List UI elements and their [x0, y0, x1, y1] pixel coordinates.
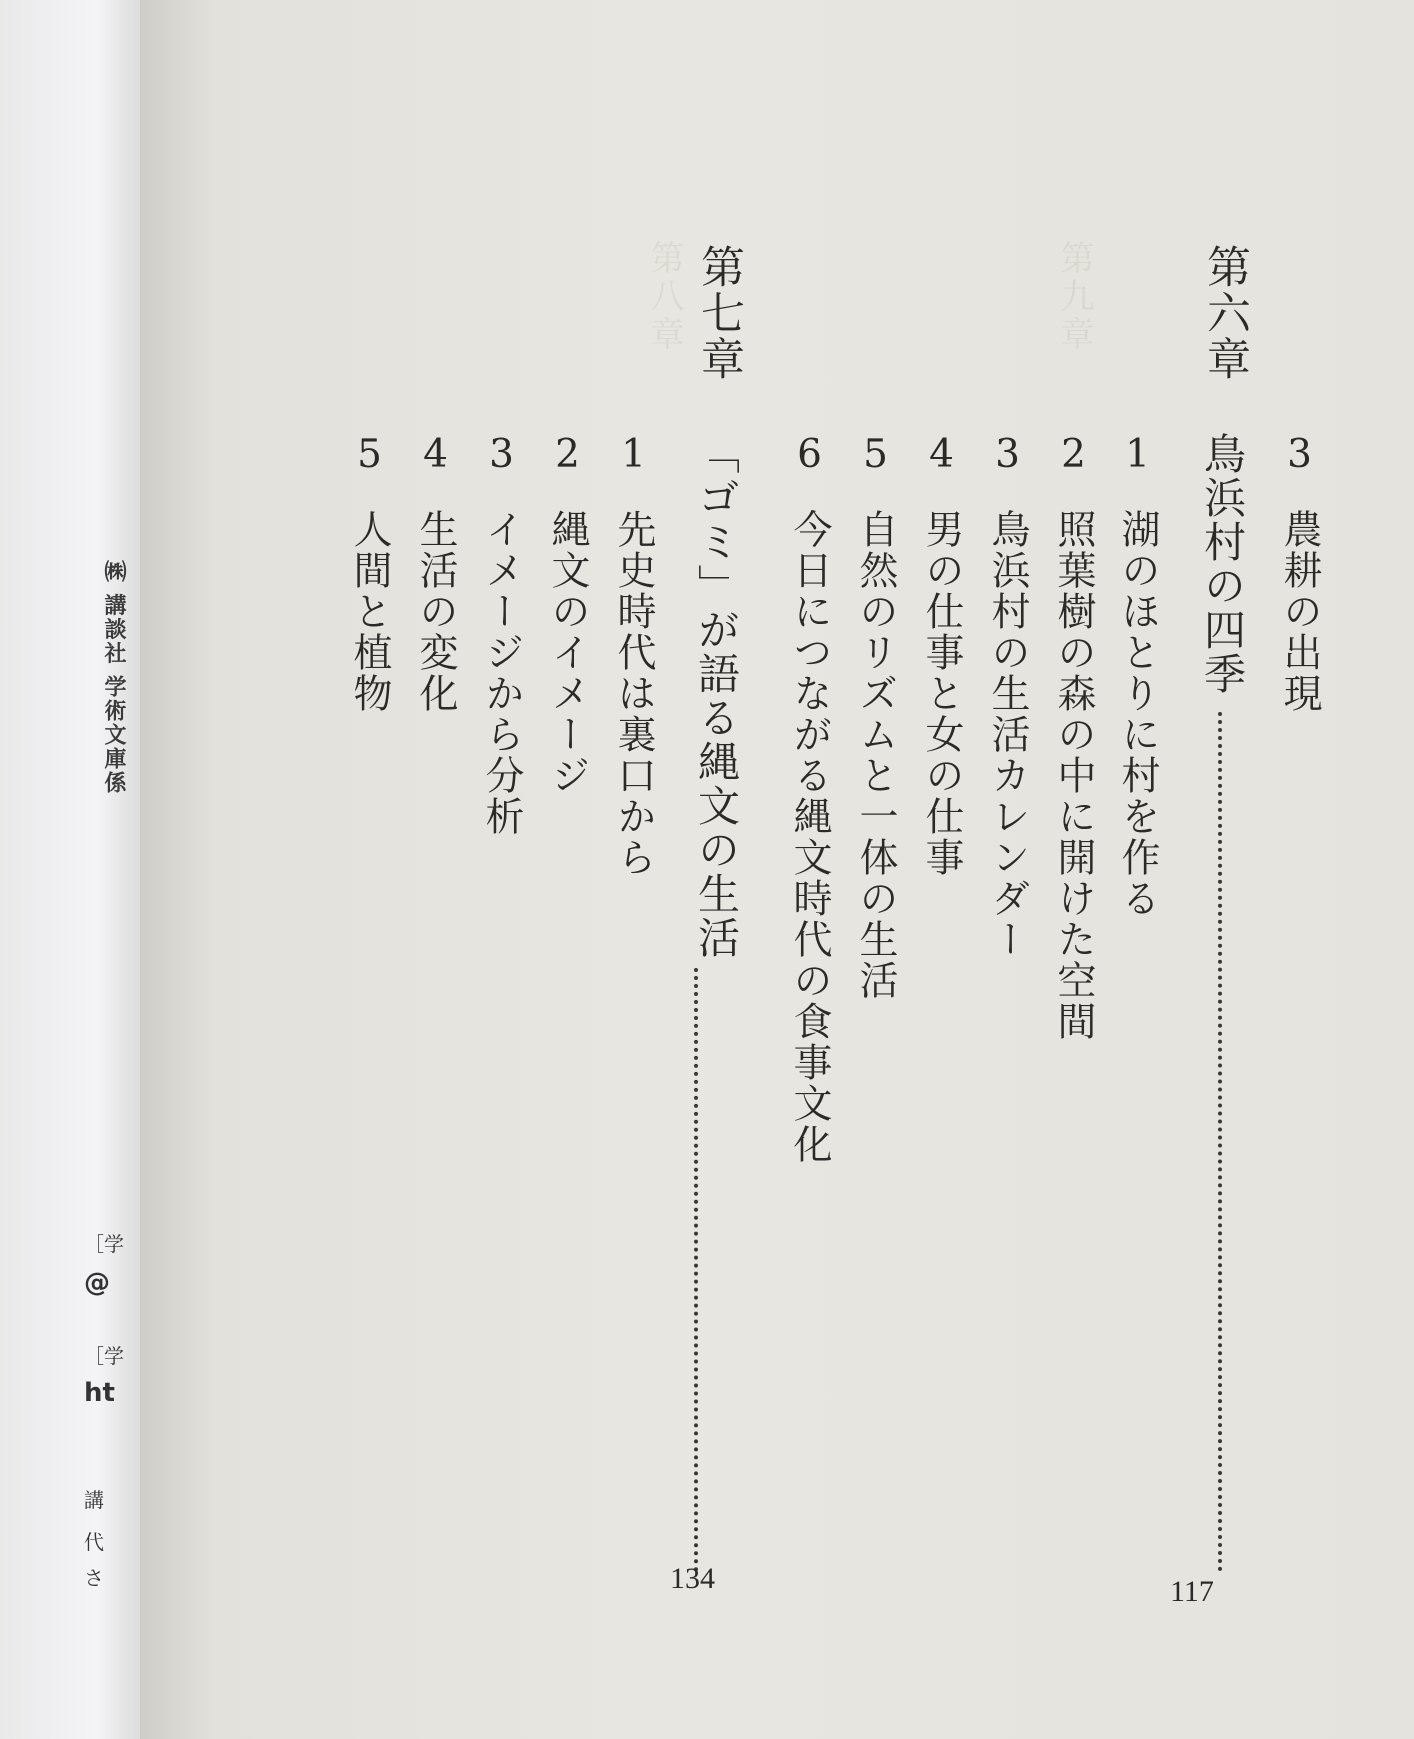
- toc-item: [545, 432, 590, 796]
- toc-item: [1277, 432, 1322, 714]
- toc-item-number: 1: [1115, 432, 1160, 479]
- show-through: 第八章: [644, 240, 684, 354]
- toc-item-title: 生活の変化: [413, 509, 458, 714]
- page-number: 117: [1170, 1575, 1214, 1608]
- chapter-label: 第六章: [1199, 244, 1250, 382]
- toc-item-number: 5: [853, 432, 898, 479]
- chapter-title: 鳥浜村の四季: [1198, 432, 1247, 696]
- toc-item: [479, 432, 524, 837]
- publisher-label: ㈱ 講談社 学術文庫係: [101, 560, 126, 796]
- left-page-text: 代: [84, 1530, 104, 1554]
- toc-item: [853, 432, 898, 1001]
- leader-dots: [1218, 712, 1222, 1572]
- toc-item-title: イメージから分析: [479, 509, 524, 837]
- left-page-text: ［学: [84, 1232, 124, 1256]
- left-page-text: ht: [84, 1378, 115, 1408]
- toc-item: [347, 432, 392, 714]
- left-page-text: @: [84, 1268, 110, 1298]
- toc-item-title: 先史時代は裏口から: [611, 509, 656, 878]
- page-number: 134: [670, 1562, 715, 1595]
- chapter-label: 第七章: [693, 244, 744, 382]
- toc-item: [985, 432, 1030, 960]
- toc-item-title: 男の仕事と女の仕事: [919, 509, 964, 878]
- toc-item-number: 4: [919, 432, 964, 479]
- show-through: 第九章: [1054, 240, 1094, 354]
- toc-item-title: 縄文のイメージ: [545, 509, 590, 796]
- toc-item: [919, 432, 964, 878]
- chapter-title: 「ゴミ」が語る縄文の生活: [692, 432, 741, 960]
- toc-item-number: 6: [787, 432, 832, 479]
- toc-page: [140, 0, 1414, 1739]
- toc-item-title: 農耕の出現: [1277, 509, 1322, 714]
- toc-item: [611, 432, 656, 878]
- toc-item-title: 今日につながる縄文時代の食事文化: [787, 509, 832, 1165]
- toc-item-title: 人間と植物: [347, 509, 392, 714]
- toc-item-title: 鳥浜村の生活カレンダー: [985, 509, 1030, 960]
- leader-dots: [694, 968, 698, 1572]
- toc-item: [1115, 432, 1160, 919]
- toc-item-number: 3: [479, 432, 524, 479]
- toc-item-number: 2: [1051, 432, 1096, 479]
- toc-item: [1051, 432, 1096, 1042]
- left-page-text: ［学: [84, 1344, 124, 1368]
- toc-item-number: 3: [985, 432, 1030, 479]
- toc-item-number: 2: [545, 432, 590, 479]
- toc-item: [413, 432, 458, 714]
- left-page-text: さ: [84, 1566, 104, 1590]
- toc-item-number: 5: [347, 432, 392, 479]
- toc-item-title: 湖のほとりに村を作る: [1115, 509, 1160, 919]
- toc-item-number: 4: [413, 432, 458, 479]
- toc-item-number: 1: [611, 432, 656, 479]
- toc-item-number: 3: [1277, 432, 1322, 479]
- toc-item: [787, 432, 832, 1165]
- toc-item-title: 自然のリズムと一体の生活: [853, 509, 898, 1001]
- left-page-text: 講: [84, 1488, 104, 1512]
- adjacent-page: [0, 0, 141, 1739]
- toc-item-title: 照葉樹の森の中に開けた空間: [1051, 509, 1096, 1042]
